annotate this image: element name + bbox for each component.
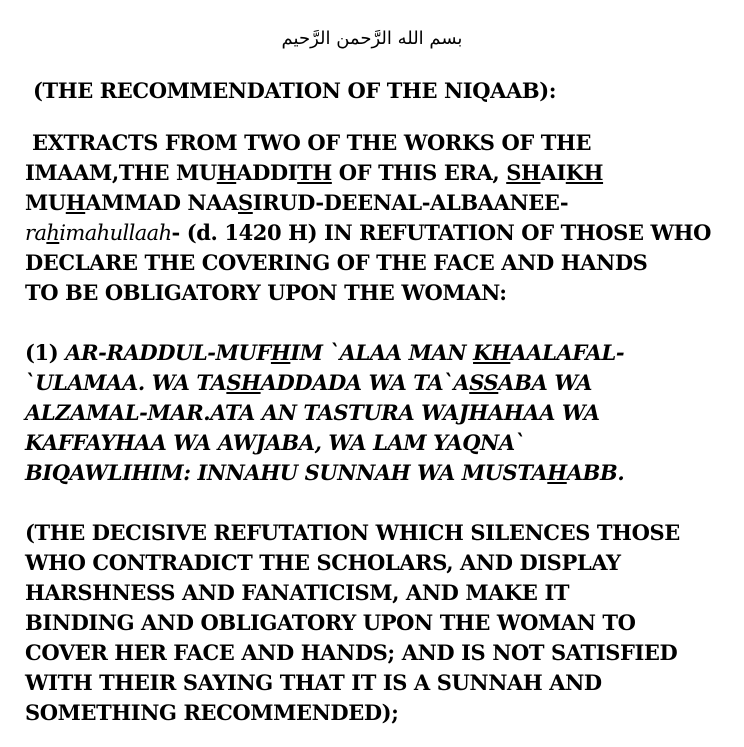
translation-line-1: (THE DECISIVE REFUTATION WHICH SILENCES THOSE: [25, 520, 680, 545]
book-line-3: ALZAMAL-MAR.ATA AN TASTURA WAJHAHAA WA: [25, 400, 600, 425]
book-title-paragraph: [25, 338, 740, 488]
section-heading: (THE RECOMMENDATION OF THE NIQAAB):: [33, 78, 557, 103]
basmala: بسم الله الرَّحمن الرَّحيم: [281, 28, 463, 49]
translation-line-6: WITH THEIR SAYING THAT IT IS A SUNNAH AND: [25, 670, 602, 695]
intro-paragraph: [25, 128, 740, 308]
honorific: rahimahullaah: [25, 221, 172, 245]
intro-line-2: IMAAM,THE MUHADDITH OF THIS ERA, SHAIKH: [25, 160, 604, 185]
intro-line-1: EXTRACTS FROM TWO OF THE WORKS OF THE: [32, 130, 592, 155]
translation-line-4: BINDING AND OBLIGATORY UPON THE WOMAN TO: [25, 610, 636, 635]
intro-line-3: MUHAMMAD NAASIRUD-DEENAL-ALBAANEE-: [25, 190, 569, 215]
translation-paragraph: [25, 518, 740, 728]
translation-line-2: WHO CONTRADICT THE SCHOLARS, AND DISPLAY: [25, 550, 621, 575]
book-line-4: KAFFAYHAA WA AWJABA, WA LAM YAQNA`: [25, 430, 525, 455]
intro-line-4: rahimahullaah- (d. 1420 H) IN REFUTATION OF THOSE WHO: [25, 220, 711, 245]
intro-line-6: TO BE OBLIGATORY UPON THE WOMAN:: [25, 280, 507, 305]
book-line-2: `ULAMAA. WA TASHADDADA WA TA`ASSABA WA: [25, 370, 593, 395]
translation-line-3: HARSHNESS AND FANATICISM, AND MAKE IT: [25, 580, 570, 605]
translation-line-5: COVER HER FACE AND HANDS; AND IS NOT SATISFIED: [25, 640, 678, 665]
translation-line-7: SOMETHING RECOMMENDED);: [25, 700, 399, 725]
book-number: (1): [25, 340, 66, 365]
book-line-1: (1) AR-RADDUL-MUFHIM `ALAA MAN KHAALAFAL-: [25, 340, 625, 365]
intro-line-5: DECLARE THE COVERING OF THE FACE AND HANDS: [25, 250, 648, 275]
book-line-5: BIQAWLIHIM: INNAHU SUNNAH WA MUSTAHABB.: [25, 460, 625, 485]
